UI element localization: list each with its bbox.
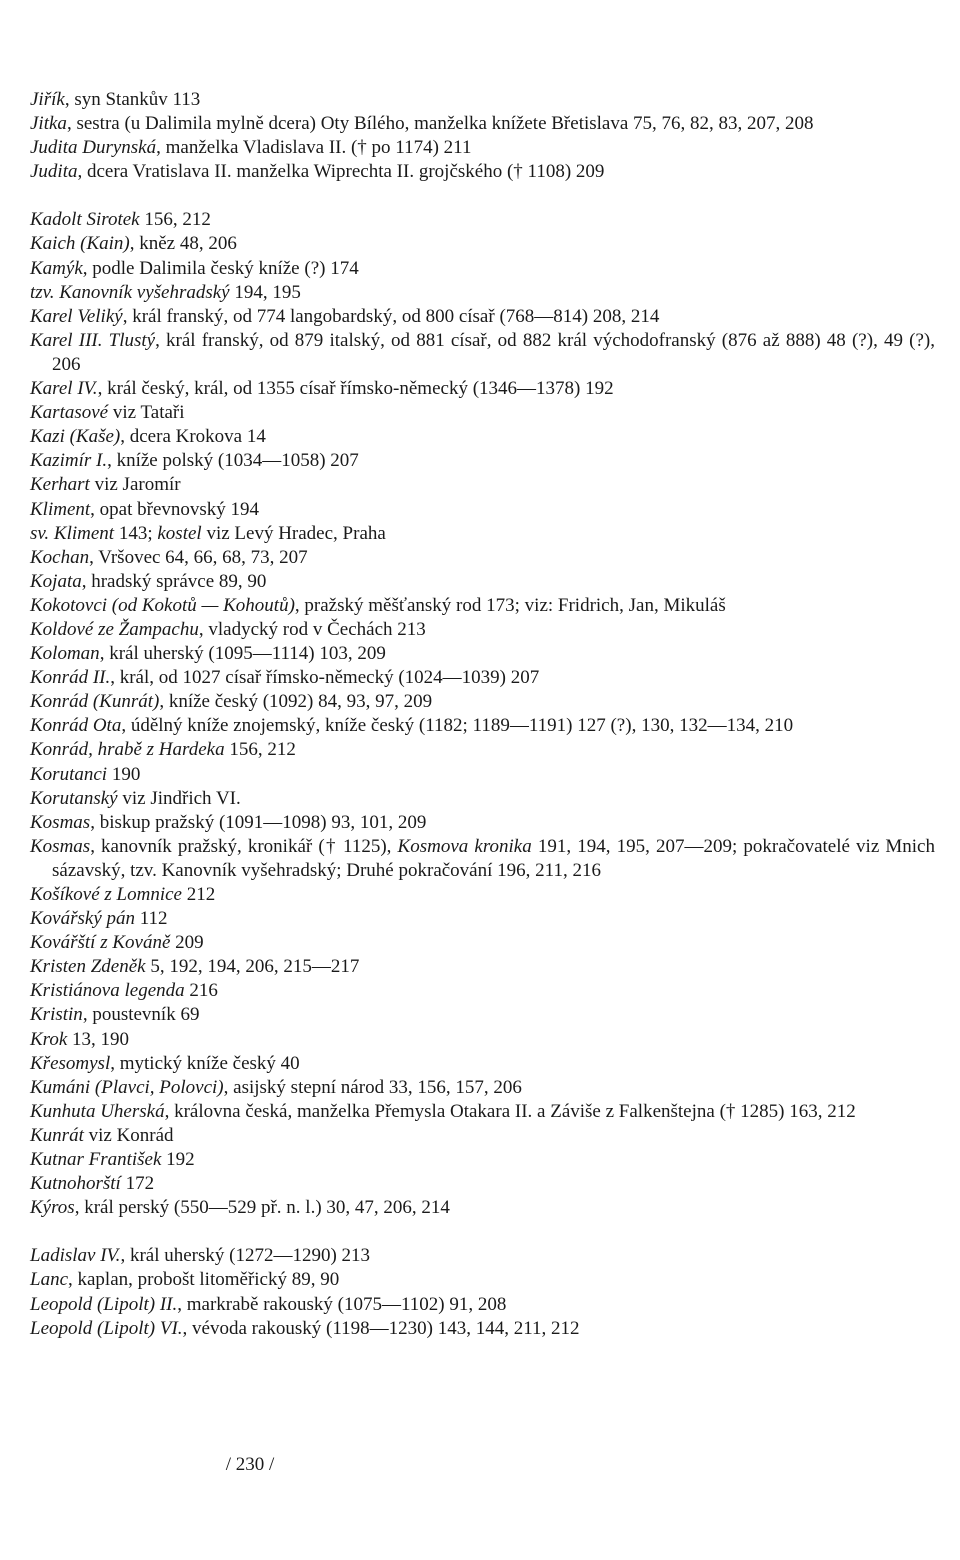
- entry-text: 190: [107, 763, 141, 785]
- entry-text: , dcera Krokova 14: [120, 426, 266, 448]
- index-entry: [30, 1317, 935, 1341]
- entry-text: , dcera Vratislava II. manželka Wiprechta II. grojčského († 1108) 209: [77, 161, 605, 183]
- entry-headword: Kunrát: [30, 1124, 84, 1146]
- entry-text: 143;: [114, 522, 158, 544]
- index-entry: [30, 1293, 935, 1317]
- index-column: [30, 88, 935, 1341]
- entry-text: , podle Dalimila český kníže (?) 174: [82, 257, 359, 279]
- entry-text: , kaplan, probošt litoměřický 89, 90: [68, 1269, 340, 1291]
- index-entry: [30, 377, 935, 401]
- entry-text: , Vršovec 64, 66, 68, 73, 207: [89, 546, 308, 568]
- entry-headword: Konrád (Kunrát): [30, 691, 160, 713]
- entry-text: 5, 192, 194, 206, 215—217: [145, 956, 360, 978]
- entry-headword: Košíkové z Lomnice: [30, 884, 182, 905]
- entry-headword: Karel III. Tlustý: [30, 329, 156, 351]
- entry-text: viz Levý Hradec, Praha: [201, 522, 386, 544]
- entry-headword: Ladislav IV.: [30, 1245, 121, 1267]
- entry-text: , král uherský (1095—1114) 103, 209: [99, 643, 386, 665]
- entry-headword: Korutanský: [30, 787, 118, 809]
- index-entry: [30, 835, 935, 883]
- entry-headword: Kristin: [30, 1004, 83, 1026]
- entry-text: , opat břevnovský 194: [90, 498, 260, 520]
- entry-headword: Konrád Ota: [30, 715, 122, 737]
- index-entry: [30, 883, 935, 907]
- entry-headword: Leopold (Lipolt) II.: [30, 1293, 178, 1315]
- entry-text: , královna česká, manželka Přemysla Otakara II. a Záviše z Falkenštejna († 1285) 163, 212: [164, 1100, 856, 1122]
- entry-headword: Kosmas: [30, 835, 91, 857]
- entry-headword: Judita: [30, 161, 78, 183]
- index-entry: [30, 160, 935, 184]
- index-entry: [30, 1052, 935, 1076]
- index-entry: [30, 1172, 935, 1196]
- index-entry: [30, 955, 935, 979]
- index-entry: [30, 811, 935, 835]
- index-entry: [30, 1244, 935, 1268]
- index-entry: [30, 305, 935, 329]
- index-entry: [30, 498, 935, 522]
- index-entry: [30, 1148, 935, 1172]
- entry-headword: Kamýk: [30, 257, 83, 279]
- entry-headword: Lanc: [30, 1269, 68, 1291]
- entry-text: viz Jaromír: [89, 474, 181, 496]
- entry-text: 192: [161, 1149, 195, 1171]
- entry-headword: Kokotovci (od Kokotů — Kohoutů): [30, 594, 295, 616]
- entry-headword: Křesomysl: [30, 1052, 111, 1074]
- entry-headword: Kunhuta Uherská: [30, 1100, 165, 1122]
- entry-headword: Kutnohorští: [30, 1173, 121, 1195]
- entry-text: , sestra (u Dalimila mylně dcera) Oty Bílého, manželka knížete Břetislava 75, 76, 82, 83, 207, 208: [66, 113, 814, 135]
- entry-headword: sv. Kliment: [30, 522, 115, 544]
- index-entry: [30, 738, 935, 762]
- entry-text: , manželka Vladislava II. († po 1174) 211: [156, 137, 472, 159]
- index-entry: [30, 1100, 935, 1124]
- entry-headword: Kerhart: [30, 474, 90, 496]
- entry-headword: Kýros: [30, 1197, 75, 1219]
- entry-text: viz Jindřich VI.: [117, 787, 241, 809]
- entry-headword: Judita Durynská: [30, 137, 157, 159]
- entry-text: , vévoda rakouský (1198—1230) 143, 144, 211, 212: [182, 1317, 580, 1339]
- index-entry: [30, 546, 935, 570]
- index-entry: [30, 281, 935, 305]
- entry-headword: Krok: [30, 1028, 68, 1050]
- entry-headword: Karel IV.: [30, 378, 98, 400]
- entry-headword: Kovářští z Kováně: [30, 932, 171, 954]
- entry-headword: Korutanci: [30, 763, 108, 785]
- entry-headword: Koloman: [30, 643, 100, 665]
- entry-text: , kníže polský (1034—1058) 207: [107, 450, 359, 472]
- entry-text: 209: [170, 932, 204, 954]
- index-entry: [30, 714, 935, 738]
- entry-text: 212: [181, 884, 216, 905]
- entry-text: , údělný kníže znojemský, kníže český (1182; 1189—1191) 127 (?), 130, 132—134, 210: [121, 715, 794, 737]
- entry-text: , král, od 1027 císař římsko-německý (1024—1039) 207: [110, 667, 540, 689]
- entry-text: , král perský (550—529 př. n. l.) 30, 47, 206, 214: [74, 1197, 450, 1219]
- page-number: / 230 /: [225, 1454, 275, 1475]
- index-entry: [30, 1268, 935, 1292]
- entry-headword: Karel Veliký: [30, 305, 123, 327]
- entry-headword: Kumáni (Plavci, Polovci): [30, 1076, 224, 1098]
- entry-text: 156, 212: [139, 209, 211, 231]
- entry-text: , vladycký rod v Čechách 213: [198, 618, 426, 640]
- index-entry: [30, 618, 935, 642]
- entry-text: , markrabě rakouský (1075—1102) 91, 208: [177, 1293, 507, 1315]
- index-entry: [30, 594, 935, 618]
- entry-text: , král franský, od 774 langobardský, od 800 císař (768—814) 208, 214: [122, 305, 660, 327]
- entry-headword: Koldové ze Žampachu: [30, 618, 199, 640]
- entry-headword: Kosmas: [30, 811, 91, 833]
- entry-headword: tzv. Kanovník vyšehradský: [30, 281, 230, 303]
- entry-headword: Kazi (Kaše): [30, 426, 121, 448]
- entry-text: , kanovník pražský, kronikář († 1125),: [90, 835, 398, 857]
- entry-text: 172: [120, 1173, 155, 1195]
- entry-text: 112: [135, 908, 168, 930]
- index-entry: [30, 425, 935, 449]
- index-entry: [30, 907, 935, 931]
- index-entry: [30, 787, 935, 811]
- index-entry: [30, 979, 935, 1003]
- entry-text: , hradský správce 89, 90: [81, 570, 267, 592]
- entry-text: , kníže český (1092) 84, 93, 97, 209: [159, 691, 433, 713]
- index-entry: [30, 1003, 935, 1027]
- index-entry: [30, 690, 935, 714]
- entry-headword: Kutnar František: [30, 1149, 162, 1171]
- section-gap: [30, 184, 935, 208]
- index-entry: [30, 931, 935, 955]
- index-entry: [30, 88, 935, 112]
- entry-headword: Kovářský pán: [30, 908, 136, 930]
- entry-headword: Kartasové: [30, 402, 109, 424]
- index-entry: [30, 522, 935, 546]
- entry-headword: Leopold (Lipolt) VI.: [30, 1317, 183, 1339]
- entry-text: , mytický kníže český 40: [110, 1052, 300, 1074]
- entry-headword: Kadolt Sirotek: [30, 209, 140, 231]
- entry-headword: Kristen Zdeněk: [30, 956, 146, 978]
- entry-headword: Kazimír I.: [30, 450, 108, 472]
- index-entry: [30, 1124, 935, 1148]
- entry-headword: Jitka: [30, 113, 67, 135]
- entry-text: viz Konrád: [83, 1124, 174, 1146]
- index-entry: [30, 1196, 935, 1220]
- index-entry: [30, 570, 935, 594]
- index-entry: [30, 666, 935, 690]
- entry-text: 13, 190: [67, 1028, 130, 1050]
- entry-headword: Jiřík: [30, 89, 65, 110]
- index-entry: [30, 136, 935, 160]
- entry-text: , asijský stepní národ 33, 156, 157, 206: [223, 1076, 522, 1098]
- section-gap: [30, 1220, 935, 1244]
- entry-headword: Kochan: [30, 546, 90, 568]
- entry-headword: Kaich (Kain): [30, 233, 130, 255]
- index-entry: [30, 208, 935, 232]
- entry-text: 191, 194, 195, 207—209; pokračovatelé viz Mnich sázavský, tzv. Kanovník vyšehradský; Druhé pokračování 196, 211, 216: [52, 835, 935, 881]
- entry-headword: Konrád II.: [30, 667, 111, 689]
- entry-text: , král franský, od 879 italský, od 881 císař, od 882 král východofranský (876 až 888) 48 (?), 49 (?), 206: [52, 329, 935, 375]
- entry-text: 194, 195: [229, 281, 301, 303]
- index-entry: [30, 329, 935, 377]
- entry-headword: Kliment: [30, 498, 91, 520]
- entry-text: , poustevník 69: [82, 1004, 200, 1026]
- index-entry: [30, 763, 935, 787]
- index-entry: [30, 473, 935, 497]
- entry-headword: Kosmova kronika: [397, 835, 532, 857]
- entry-text: 156, 212: [224, 739, 296, 761]
- index-entry: [30, 232, 935, 256]
- index-entry: [30, 112, 935, 136]
- index-entry: [30, 1028, 935, 1052]
- entry-text: , kněz 48, 206: [129, 233, 237, 255]
- entry-text: , biskup pražský (1091—1098) 93, 101, 209: [90, 811, 427, 833]
- entry-text: , král uherský (1272—1290) 213: [120, 1245, 371, 1267]
- index-entry: [30, 257, 935, 281]
- entry-headword: Konrád, hrabě z Hardeka: [30, 739, 225, 761]
- index-entry: [30, 401, 935, 425]
- entry-text: , král český, král, od 1355 císař římsko-německý (1346—1378) 192: [97, 378, 614, 400]
- index-entry: [30, 1076, 935, 1100]
- entry-headword: kostel: [157, 522, 202, 544]
- entry-text: 216: [184, 980, 218, 1002]
- entry-text: viz Tataři: [108, 402, 185, 424]
- entry-headword: Kristiánova legenda: [30, 980, 185, 1002]
- entry-headword: Kojata: [30, 570, 82, 592]
- index-entry: [30, 449, 935, 473]
- index-entry: [30, 642, 935, 666]
- entry-text: , pražský měšťanský rod 173; viz: Fridrich, Jan, Mikuláš: [294, 594, 726, 616]
- entry-text: , syn Stankův 113: [64, 89, 201, 110]
